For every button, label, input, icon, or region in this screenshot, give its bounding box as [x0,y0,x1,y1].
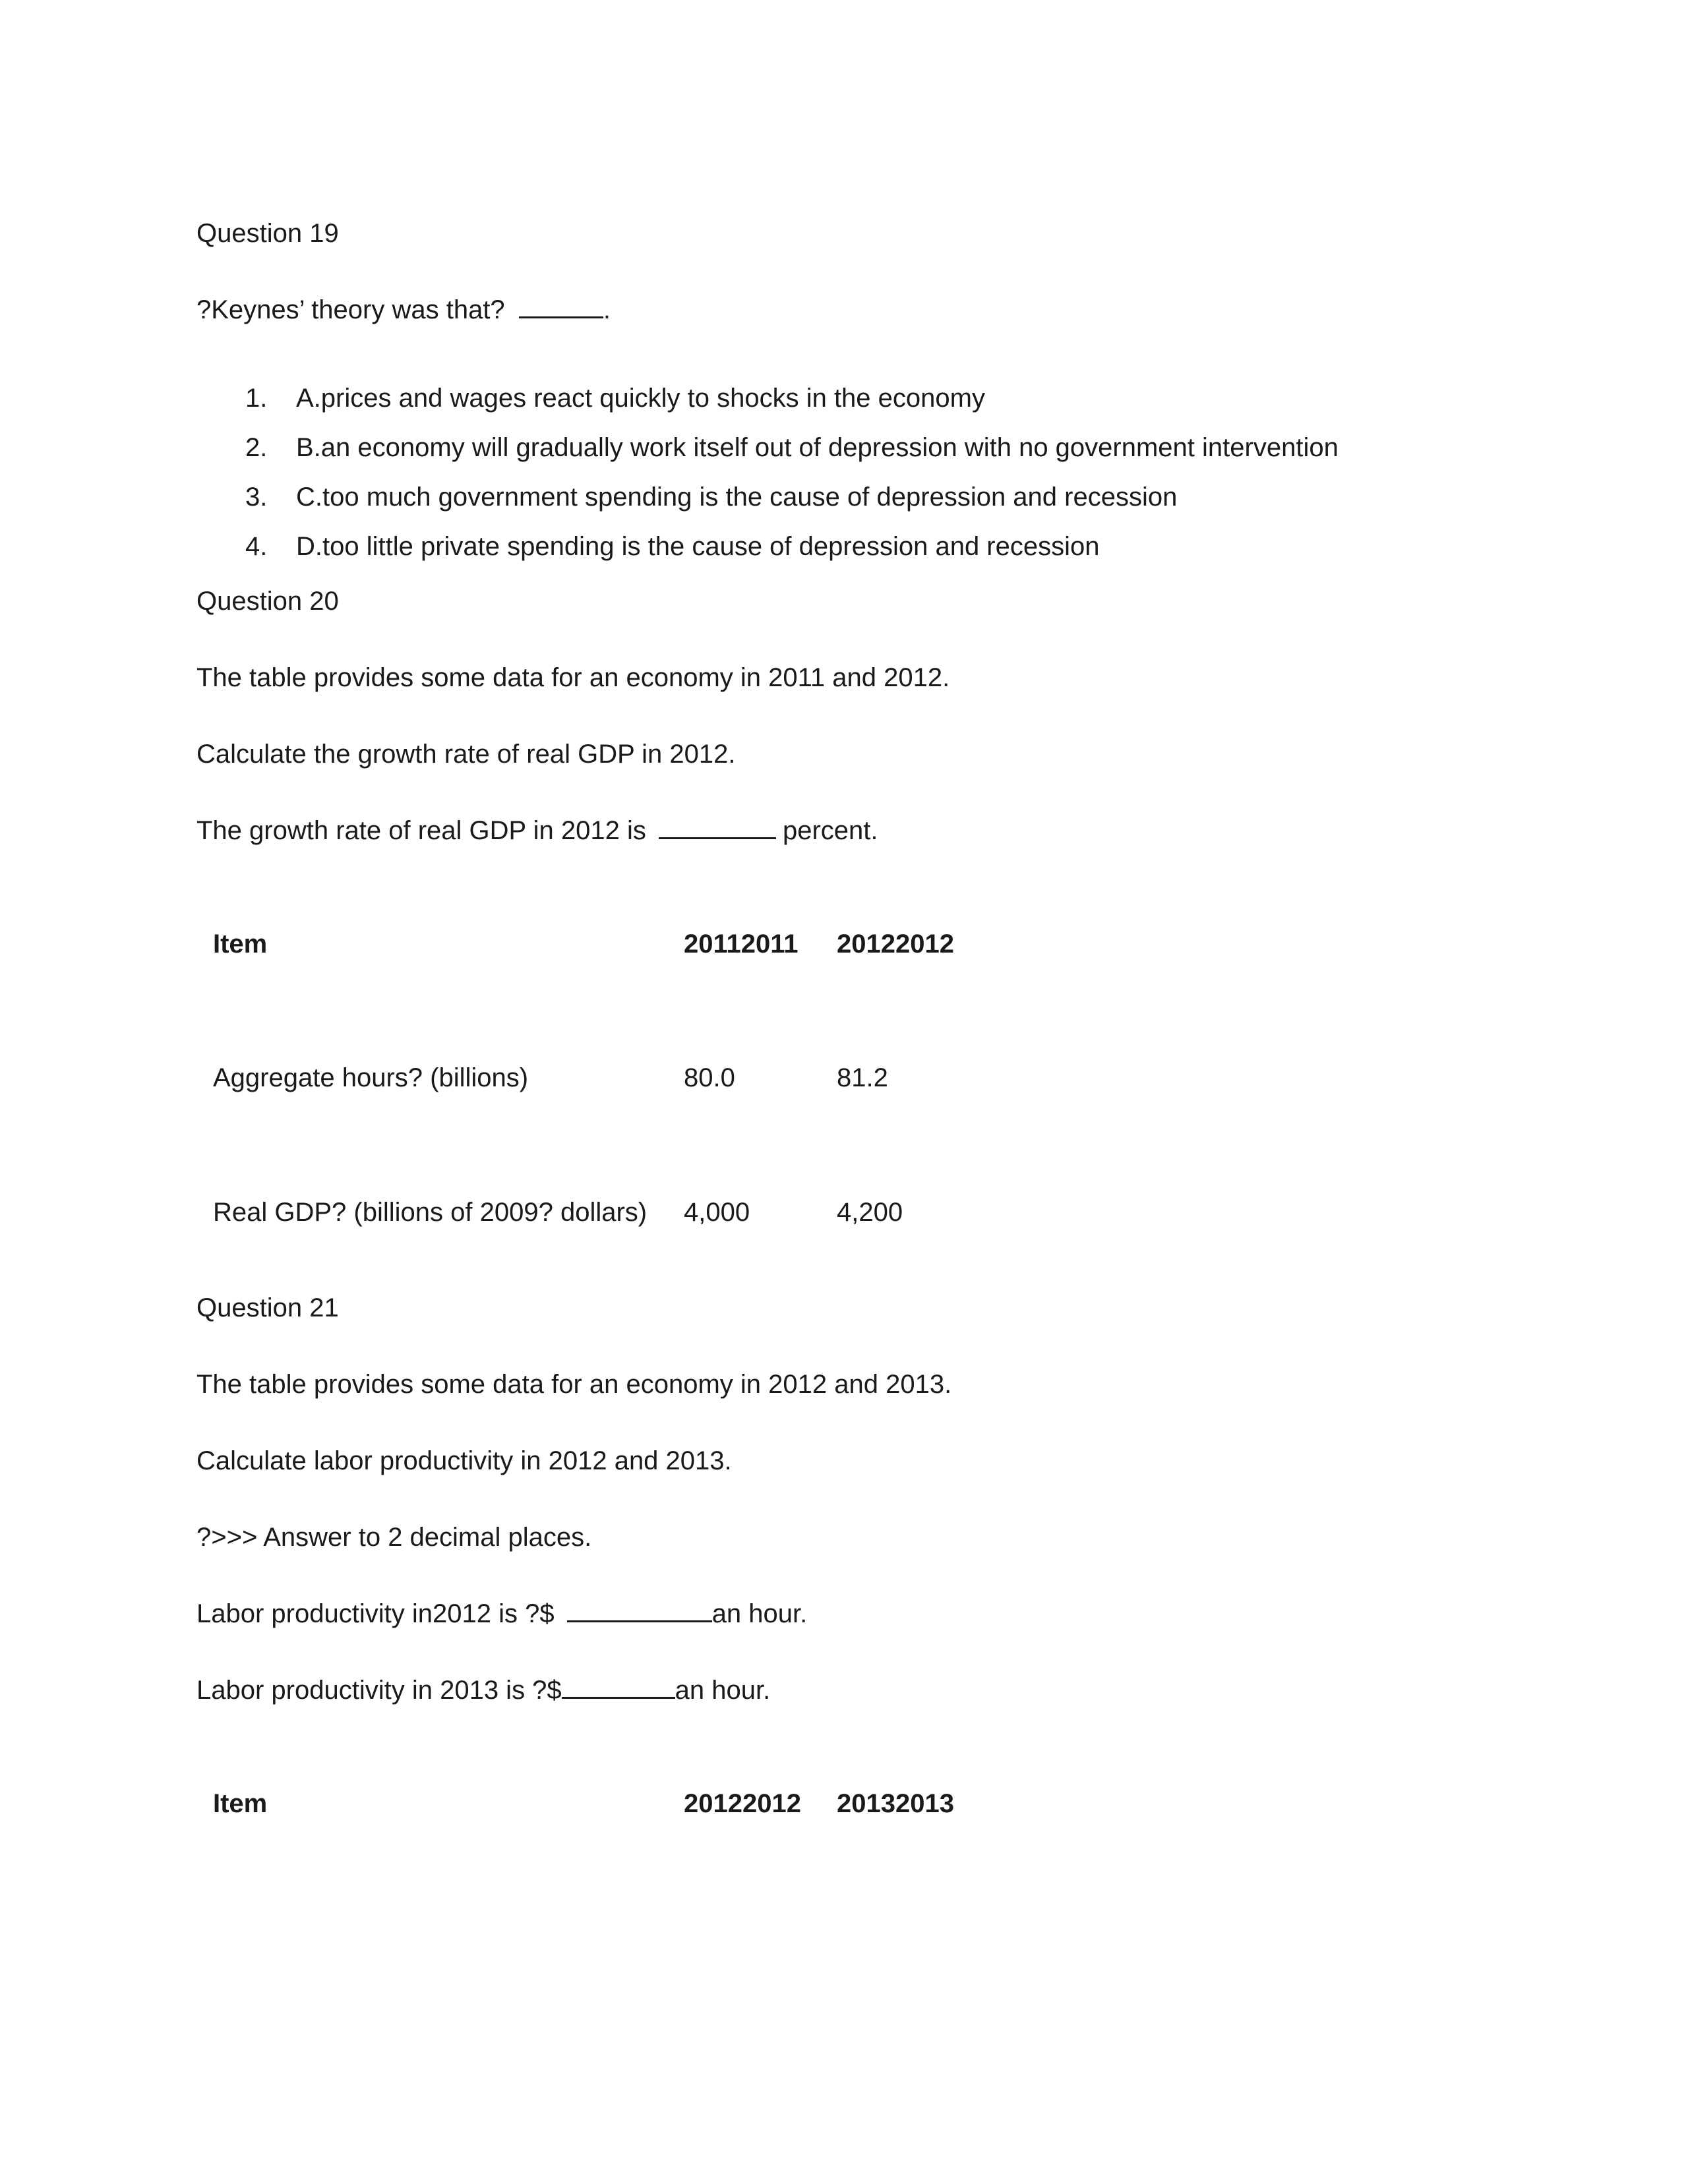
option-3-text: C.too much government spending is the cause of depression and recession [296,483,1178,512]
question-19-prompt-text: ?Keynes’ theory was that? [196,295,505,324]
question-21-answer2-unit: an hour. [675,1676,771,1705]
table-20-header-item: Item [213,930,268,959]
question-21-answer2-text: Labor productivity in 2013 is ?$ [196,1676,562,1705]
question-20-answer-line [196,815,878,846]
question-21-heading: Question 21 [196,1293,339,1322]
option-4-number: 4. [245,532,268,561]
table-20-row2-col2: 4,200 [837,1198,903,1227]
question-21-answer2-blank[interactable] [562,1674,675,1699]
table-20-row2-label: Real GDP? (billions of 2009? dollars) [213,1198,648,1227]
question-21-answer1-text: Labor productivity in2012 is ?$ [196,1599,555,1628]
question-21-answer1-unit: an hour. [711,1599,808,1628]
question-19-prompt [196,294,611,326]
question-20-answer-blank[interactable] [659,815,776,839]
table-20-row1-col1: 80.0 [684,1063,735,1092]
option-1-text: A.prices and wages react quickly to shocks in the economy [296,384,985,413]
table-20-row1-label: Aggregate hours? (billions) [213,1063,529,1092]
question-21-answer1-line [196,1598,807,1630]
table-21-header-col1: 20122012 [684,1789,801,1818]
option-2-number: 2. [245,433,268,462]
question-20-answer-unit: percent. [782,816,878,845]
question-20-context: The table provides some data for an economy in 2011 and 2012. [196,663,950,692]
table-21-header-col2: 20132013 [837,1789,954,1818]
table-20-row1-col2: 81.2 [837,1063,888,1092]
question-21-answer1-blank[interactable] [567,1598,712,1622]
question-20-instruction: Calculate the growth rate of real GDP in 2012. [196,740,736,769]
question-20-heading: Question 20 [196,587,339,616]
question-21-instruction: Calculate labor productivity in 2012 and 2013. [196,1446,732,1475]
table-20-header-col1: 20112011 [684,930,799,959]
question-21-context: The table provides some data for an economy in 2012 and 2013. [196,1370,952,1399]
option-4-text: D.too little private spending is the cause of depression and recession [296,532,1100,561]
question-20-answer-text: The growth rate of real GDP in 2012 is [196,816,646,845]
question-21-precision-note: ?>>> Answer to 2 decimal places. [196,1523,592,1552]
question-21-answer2-line [196,1674,770,1706]
question-19-heading: Question 19 [196,219,339,248]
option-2-text: B.an economy will gradually work itself out of depression with no government intervention [296,433,1339,462]
table-20-row2-col1: 4,000 [684,1198,750,1227]
table-20-header-col2: 20122012 [837,930,954,959]
option-1-number: 1. [245,384,268,413]
question-19-answer-blank[interactable] [519,294,603,318]
option-3-number: 3. [245,483,268,512]
question-19-prompt-end: . [603,295,611,324]
table-21-header-item: Item [213,1789,268,1818]
